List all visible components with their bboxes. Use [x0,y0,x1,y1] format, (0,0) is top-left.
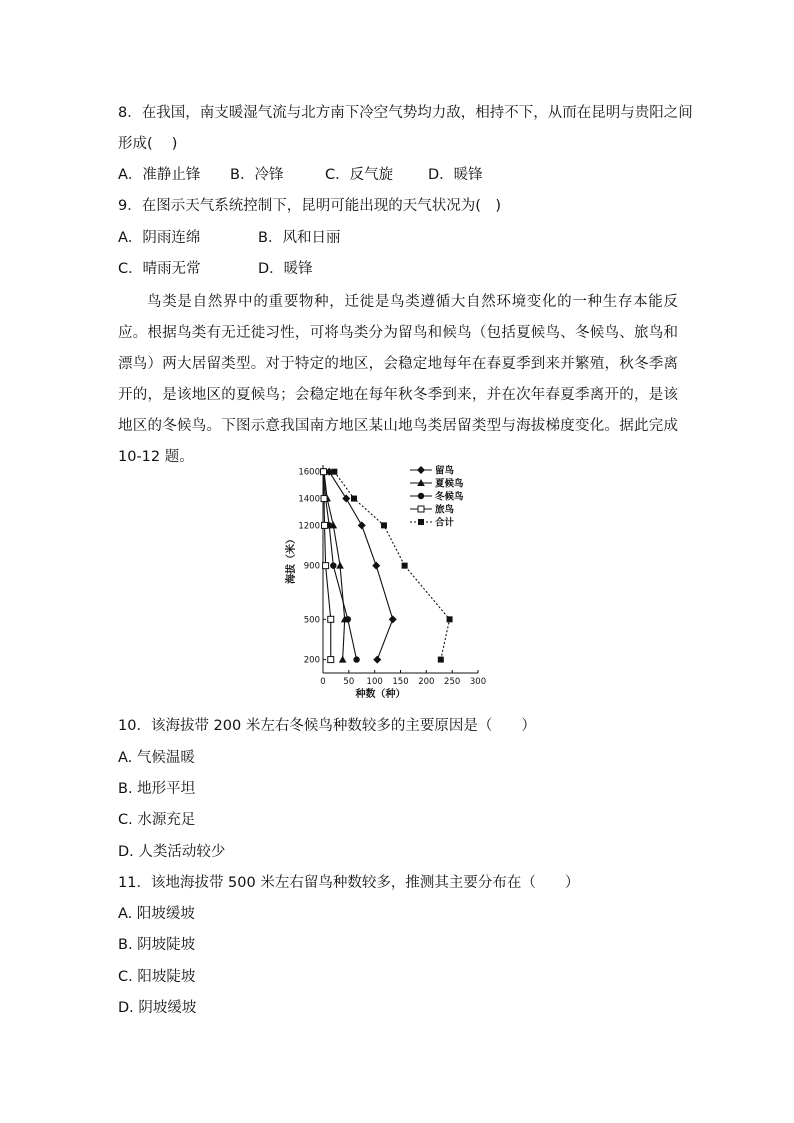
data-point [402,563,408,569]
y-axis-label: 海拔（米） [286,534,297,584]
data-point [328,616,334,622]
y-tick-label: 200 [303,655,320,666]
q8-option-a: A．准静止锋 [118,167,201,183]
q11-option-a: A. 阳坡缓坡 [118,906,195,922]
bird-altitude-chart [270,455,500,700]
y-tick-label: 1200 [298,521,320,532]
q8-options [118,165,483,185]
x-axis-label: 种数（种） [355,689,406,700]
q8-stem-line2: 形成( ) [118,136,178,152]
legend-label: 旅鸟 [435,504,455,516]
legend-marker [417,466,425,474]
q9-options-row2 [118,259,313,279]
q9-option-a: A．阴雨连绵 [118,230,201,246]
y-tick-label: 1400 [298,494,320,505]
data-point [322,522,328,528]
q9-options-row1 [118,228,340,248]
data-point [339,656,347,663]
q9-option-c: C．晴雨无常 [118,261,201,277]
x-tick-label: 250 [444,677,461,687]
x-tick-label: 200 [418,677,435,687]
data-point [381,522,387,528]
data-point [358,521,366,529]
x-tick-label: 0 [320,677,326,687]
legend-marker [418,519,424,525]
q10-option-c: C. 水源充足 [118,812,196,828]
data-point [345,616,351,622]
q10-option-d: D. 人类活动较少 [118,844,226,860]
data-point [328,657,334,663]
q8-option-b: B．冷锋 [230,167,284,183]
data-point [342,495,350,503]
q8-option-c: C．反气旋 [325,167,394,183]
legend-marker [418,506,424,512]
y-tick-label: 1600 [298,467,320,478]
data-point [372,562,380,570]
q8-stem-line1: 8．在我国，南支暖湿气流与北方南下冷空气势均力敌，相持不下，从而在昆明与贵阳之间 [118,105,693,121]
q11-option-d: D. 阴坡缓坡 [118,1000,197,1016]
data-point [353,656,359,662]
data-point [330,562,336,568]
legend-label: 合计 [435,517,455,529]
legend-marker [418,493,424,499]
data-point [323,563,329,569]
q10-stem: 10．该海拔带 200 米左右冬候鸟种数较多的主要原因是（ ） [118,718,536,734]
data-point [389,615,397,623]
x-tick-label: 50 [343,677,355,687]
q11-option-c: C. 阳坡陡坡 [118,969,196,985]
y-tick-label: 500 [303,615,320,626]
legend-label: 留鸟 [435,465,455,477]
q11-stem: 11．该地海拔带 500 米左右留鸟种数较多，推测其主要分布在（ ） [118,875,580,891]
data-point [336,562,344,569]
data-point [438,657,444,663]
data-point [321,469,327,475]
legend-label: 夏候鸟 [435,478,464,490]
data-point [373,656,381,664]
data-point [321,496,327,502]
passage: 鸟类是自然界中的重要物种，迁徙是鸟类遵循大自然环境变化的一种生存本能反应。根据鸟类有无迁徙习性，可将鸟类分为留鸟和候鸟（包括夏候鸟、冬候鸟、旅鸟和漂鸟）两大居留类型。对于特定的地区，会稳定地每年在春夏季到来并繁殖，秋冬季离开的，是该地区的夏候鸟；会稳定地在每年秋冬季到来，并在次年春夏季离开的，是该地区的冬候鸟。下图示意我国南方地区某山地鸟类居留类型与海拔梯度变化。据此完成 10-12 题。 [118,294,678,465]
q11-option-b: B. 阴坡陡坡 [118,937,196,953]
q9-stem: 9．在图示天气系统控制下，昆明可能出现的天气状况为( ) [118,198,502,214]
q8-option-d: D．暖锋 [428,167,483,183]
x-tick-label: 100 [366,677,383,687]
data-point [331,469,337,475]
q10-option-b: B. 地形平坦 [118,781,196,797]
x-tick-label: 300 [469,677,487,687]
q9-option-b: B．风和日丽 [258,230,341,246]
q10-option-a: A. 气候温暖 [118,750,195,766]
y-tick-label: 900 [303,561,320,572]
data-point [447,616,453,622]
q9-option-d: D．暖锋 [258,261,313,277]
data-point [351,496,357,502]
x-tick-label: 150 [392,677,409,687]
legend-label: 冬候鸟 [435,491,464,503]
